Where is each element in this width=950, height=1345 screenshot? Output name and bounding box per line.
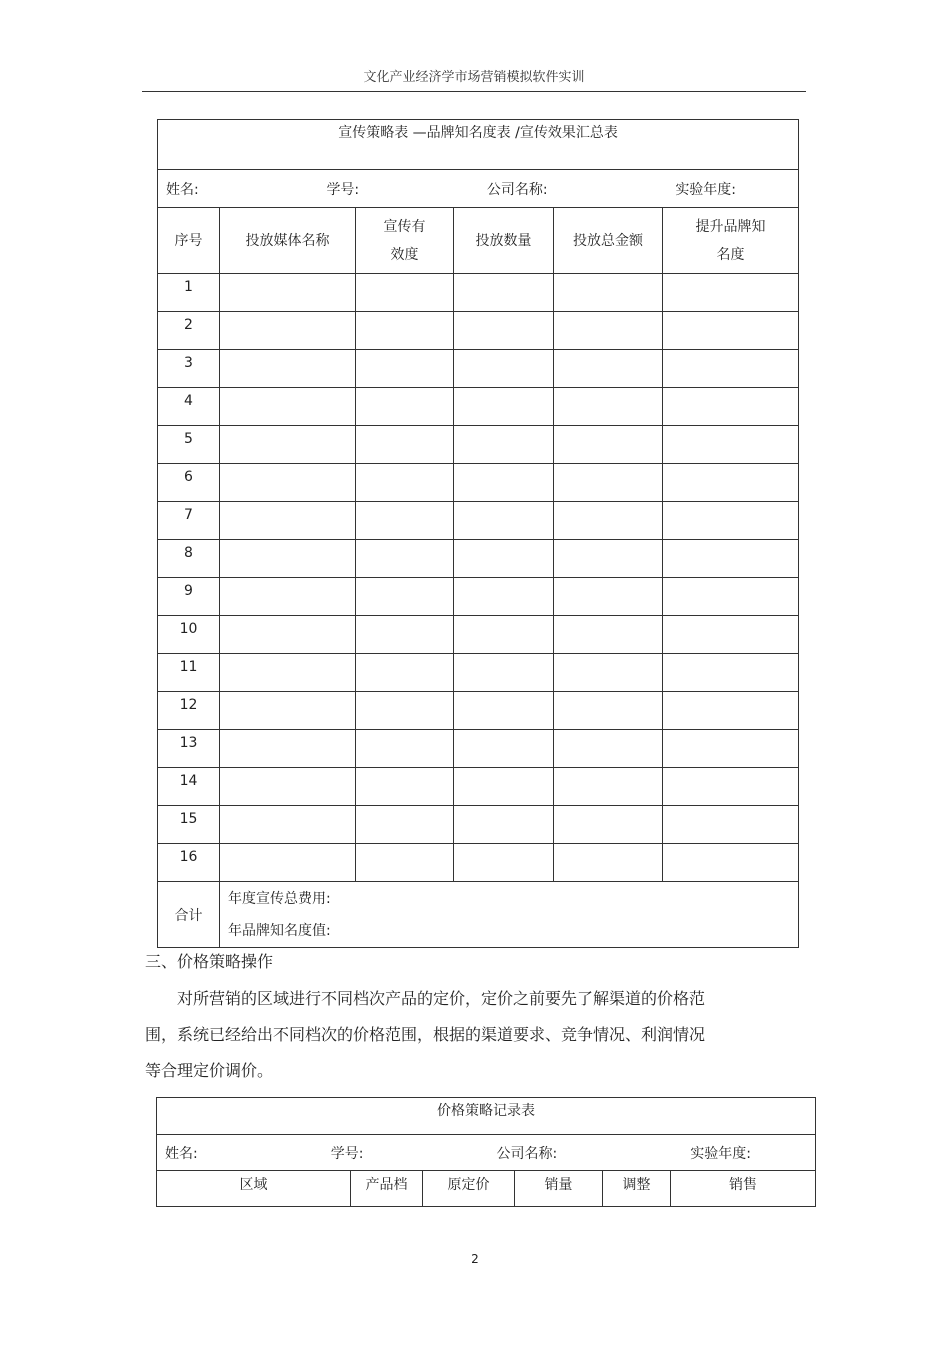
row-number [158,312,220,350]
table-row [158,426,799,464]
cell-brand [663,654,799,692]
page-number: 2 [471,1252,479,1266]
table-row [158,350,799,388]
row-number-label: 13 [179,734,198,751]
cell-amount [554,274,663,312]
cell-media [220,692,356,730]
col-header-sales: 销售 [671,1171,816,1207]
cell-amount [554,464,663,502]
row-number [158,806,220,844]
table-row [158,616,799,654]
cell-effect [356,464,454,502]
table-row [158,806,799,844]
cell-amount [554,502,663,540]
col-header-adjust: 调整 [603,1171,671,1207]
total-label: 合计 [158,882,220,948]
row-number-label: 1 [184,278,193,295]
price-strategy-table [156,1097,816,1207]
table2-info-row [157,1135,816,1171]
student-id-label: 学号: [326,181,360,198]
promotion-strategy-table [157,119,799,948]
col-header-original-price: 原定价 [423,1171,515,1207]
name-label: 姓名: [166,181,199,198]
table-row [158,692,799,730]
row-number [158,426,220,464]
row-number [158,464,220,502]
table-row [158,388,799,426]
row-number [158,540,220,578]
cell-brand [663,578,799,616]
cell-brand [663,540,799,578]
table-row [158,274,799,312]
paragraph-line-1: 对所营销的区域进行不同档次产品的定价，定价之前要先了解渠道的价格范 [177,989,706,1008]
row-number-label: 4 [184,392,193,409]
cell-media [220,350,356,388]
cell-effect [356,654,454,692]
cell-brand [663,844,799,882]
total-values [220,882,799,948]
cell-media [220,426,356,464]
cell-quantity [454,806,554,844]
cell-quantity [454,768,554,806]
cell-effect [356,730,454,768]
cell-amount [554,350,663,388]
cell-media [220,806,356,844]
col-header-quantity: 投放数量 [454,208,554,274]
row-number-label: 14 [179,772,198,789]
company-name-label: 公司名称: [486,181,548,198]
row-number [158,350,220,388]
cell-quantity [454,388,554,426]
cell-quantity [454,654,554,692]
row-number-label: 7 [184,506,193,523]
cell-quantity [454,540,554,578]
cell-brand [663,464,799,502]
cell-effect [356,350,454,388]
cell-effect [356,388,454,426]
row-number [158,768,220,806]
row-number [158,692,220,730]
row-number [158,388,220,426]
cell-quantity [454,692,554,730]
student-id-label: 学号: [330,1145,364,1162]
cell-brand [663,616,799,654]
row-number-label: 2 [184,316,193,333]
row-number [158,616,220,654]
cell-amount [554,768,663,806]
cell-quantity [454,502,554,540]
cell-amount [554,578,663,616]
table-row [158,768,799,806]
table-title: 宣传策略表 —品牌知名度表 /宣传效果汇总表 [158,120,799,170]
cell-amount [554,426,663,464]
col-header-effect-line2: 效度 [390,246,419,263]
row-number-label: 5 [184,430,193,447]
cell-quantity [454,616,554,654]
table-row [158,844,799,882]
cell-effect [356,616,454,654]
cell-effect [356,806,454,844]
cell-quantity [454,312,554,350]
cell-brand [663,502,799,540]
cell-effect [356,274,454,312]
col-header-brand-line1: 提升品牌知 [695,218,766,235]
col-header-region: 区域 [157,1171,351,1207]
cell-media [220,654,356,692]
row-number-label: 6 [184,468,193,485]
row-number [158,578,220,616]
table-row [158,502,799,540]
table-row [158,464,799,502]
cell-media [220,464,356,502]
cell-quantity [454,350,554,388]
company-name-label: 公司名称: [496,1145,558,1162]
cell-amount [554,654,663,692]
col-header-amount: 投放总金额 [554,208,663,274]
table-row [158,730,799,768]
cell-media [220,844,356,882]
cell-quantity [454,274,554,312]
cell-brand [663,350,799,388]
cell-media [220,388,356,426]
page-header: 文化产业经济学市场营销模拟软件实训 [363,70,585,85]
cell-brand [663,426,799,464]
cell-brand [663,806,799,844]
cell-amount [554,312,663,350]
cell-media [220,730,356,768]
cell-quantity [454,578,554,616]
col-header-seq: 序号 [158,208,220,274]
paragraph-line-3: 等合理定价调价。 [145,1061,274,1080]
cell-brand [663,692,799,730]
row-number-label: 10 [179,620,198,637]
info-row [158,170,799,208]
header-rule [142,91,806,92]
col-header-sales-volume: 销量 [515,1171,603,1207]
row-number-label: 3 [184,354,193,371]
cell-media [220,768,356,806]
cell-brand [663,388,799,426]
cell-effect [356,768,454,806]
col-header-brand [663,208,799,274]
cell-amount [554,692,663,730]
cell-effect [356,692,454,730]
cell-brand [663,768,799,806]
row-number-label: 12 [179,696,198,713]
cell-effect [356,426,454,464]
table-row [158,654,799,692]
paragraph-line-2: 围，系统已经给出不同档次的价格范围，根据的渠道要求、竞争情况、利润情况 [145,1025,706,1044]
row-number-label: 8 [184,544,193,561]
cell-media [220,540,356,578]
cell-effect [356,540,454,578]
row-number-label: 9 [184,582,193,599]
cell-brand [663,312,799,350]
cell-amount [554,388,663,426]
cell-effect [356,312,454,350]
cell-quantity [454,464,554,502]
cell-media [220,274,356,312]
cell-effect [356,844,454,882]
row-number [158,730,220,768]
row-number-label: 11 [179,658,198,675]
cell-brand [663,730,799,768]
col-header-brand-line2: 名度 [716,246,745,263]
cell-media [220,502,356,540]
cell-amount [554,806,663,844]
section-heading: 三、价格策略操作 [145,952,274,971]
annual-cost-label: 年度宣传总费用: [228,890,331,907]
cell-effect [356,578,454,616]
cell-amount [554,616,663,654]
cell-quantity [454,730,554,768]
col-header-product-grade: 产品档 [351,1171,423,1207]
brand-value-label: 年品牌知名度值: [228,922,331,939]
table-row [158,312,799,350]
col-header-media: 投放媒体名称 [220,208,356,274]
cell-amount [554,730,663,768]
cell-media [220,578,356,616]
col-header-effect [356,208,454,274]
name-label: 姓名: [165,1145,198,1162]
table-row [158,578,799,616]
col-header-effect-line1: 宣传有 [383,218,426,235]
cell-media [220,312,356,350]
cell-media [220,616,356,654]
row-number [158,654,220,692]
cell-amount [554,844,663,882]
row-number-label: 15 [179,810,198,827]
row-number-label: 16 [179,848,198,865]
row-number [158,274,220,312]
cell-quantity [454,844,554,882]
experiment-year-label: 实验年度: [690,1145,751,1162]
table2-title: 价格策略记录表 [157,1098,816,1135]
row-number [158,844,220,882]
cell-brand [663,274,799,312]
cell-amount [554,540,663,578]
cell-effect [356,502,454,540]
row-number [158,502,220,540]
cell-quantity [454,426,554,464]
experiment-year-label: 实验年度: [675,181,737,198]
table-row [158,540,799,578]
